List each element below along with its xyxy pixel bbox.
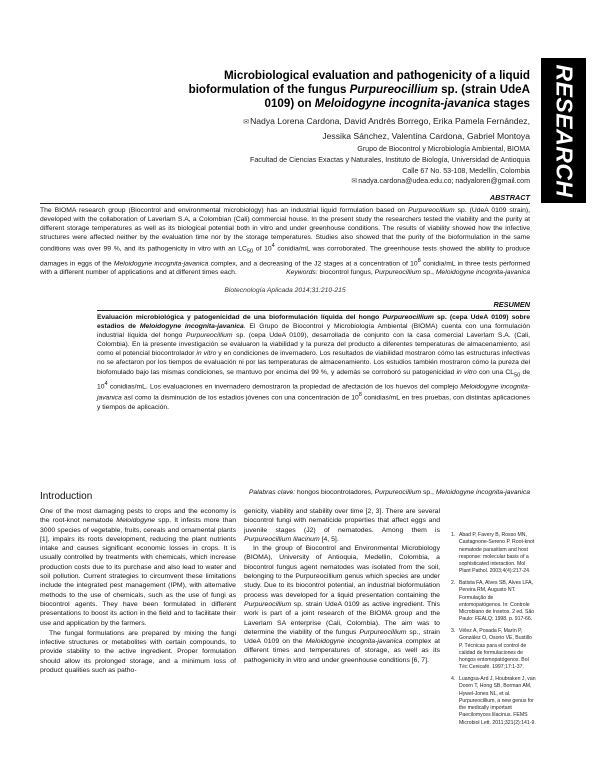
keywords-text: biocontrol fungus, (317, 269, 375, 276)
keywords-italic: Meloidogyne incognita-javanica (435, 269, 530, 276)
affiliation-address: Calle 67 No. 53-108, Medellín, Colombia (402, 166, 530, 175)
body-italic: Meloidogyne (116, 517, 156, 525)
affiliation-faculty: Facultad de Ciencias Exactas y Naturales, Instituto de Biología, Universidad de Antioquia (250, 155, 530, 164)
resumen-text: con una CL (476, 368, 515, 376)
resumen-subscript: 50 (514, 371, 521, 378)
reference-number: 3. (451, 627, 456, 634)
resumen-text: conidias/mL. Los evaluaciones en invernadero demostraron la propiedad de afectación de los huevos del complejo (107, 383, 461, 391)
resumen-title: Evaluación microbiológica y patogenicidad de una bioformulación líquida del hongo (97, 314, 383, 321)
keywords-text: sp., (421, 269, 436, 276)
resumen-italic: in vitro (196, 350, 217, 358)
keywords-italic: Purpureocillium (374, 269, 422, 276)
resumen-heading: RESUMEN (97, 300, 530, 311)
resumen-text: así como la disminución de los estadios jóvenes con una concentración de 10 (121, 394, 359, 402)
reference-text: Luangsa-Ard J, Houbraken J, van Doorn T, Hong SB, Borman AM, Hywel-Jones NL, et al. Purpureocillium, a new genus for the medically important Paecilomyces lilacinus. FEMS Microbiol Lett. 2011;321(2):141-9. (459, 675, 536, 726)
title-italic-genus: Purpureocillium (349, 83, 438, 96)
body-text: genicity, viability and stability over time [2, 3]. There are several biocontrol fungi with nematicide properties that affect eggs and juvenile stages (J2) of nematodes. Among them is (244, 508, 440, 534)
title-text: sp. (strain UdeA (437, 83, 530, 96)
research-tab-label: RESEARCH (551, 63, 577, 198)
resumen-text: de 10 (97, 368, 530, 391)
title-italic-species: Meloidogyne incognita-javanica (314, 97, 491, 110)
body-text: complex at different times and temperatures of storage, as well as its pathogenicity in vitro and under greenhouse conditions [6, 7]. (244, 638, 440, 664)
reference-number: 1. (451, 532, 456, 538)
authors-line-1 (70, 115, 530, 130)
authors-text: Nadya Lorena Cardona, David Andrés Borrego, Erika Pamela Fernández, (250, 116, 530, 126)
resumen-italic: Purpureocillium (186, 332, 233, 340)
reference-item (451, 628, 537, 672)
resumen-title-italic: Purpureocillium (382, 314, 434, 321)
intro-paragraph-1 (40, 507, 236, 628)
reference-text: Vélez A, Posada F, Marín P, González O, Osorio VE, Bustillo P. Técnicas para el control de calidad de formulaciones de hongos entomopatógenos. Bol Téc Cenicafé. 1997;17:1-37. (459, 627, 532, 671)
palabras-text: sp., (421, 489, 436, 496)
body-text: sp., strain UdeA 0109 on the (244, 628, 440, 646)
body-text: One of the most damaging pests to crops and the economy is the root-knot nematode (40, 508, 236, 525)
abstract-text: of 10 (253, 245, 272, 253)
keywords-label: Keywords: (286, 269, 318, 276)
body-italic: Purpureocillium (244, 600, 292, 608)
affiliation-email (150, 176, 530, 188)
authors-line-2: Jessika Sánchez, Valentina Cardona, Gabriel Montoya (322, 130, 530, 141)
resumen-italic: in vitro (456, 368, 477, 376)
abstract-keywords (40, 268, 530, 277)
abstract-subscript: 50 (246, 248, 254, 255)
palabras-text: hongos biocontroladores, (295, 489, 375, 496)
article-title (40, 69, 530, 111)
abstract-text: The BIOMA research group (Biocontrol and environmental microbiology) has an industrial liquid formulation based on (40, 207, 409, 214)
intro-paragraph-2: The fungal formulations are prepared by mixing the fungi infective structures or metabolites with certain compounds, to provide stability to the active ingredient. Proper formulation should allow its prolonged storage, and a minimum loss of product qualities such as patho- (40, 629, 236, 675)
resumen-text: . El Grupo de Biocontrol y Microbiología Ambiental (BIOMA) cuenta con una formulación industrial líquida del hongo (97, 323, 530, 340)
abstract-text: conidia/mL in three tests performed with a different number of applications and at different times each. (40, 260, 530, 277)
resumen-text: sp. (cepa UdeA 0109), desarrollada de conjunto con la casa comercial Laverlam S.A. (Cali, Colombia). En la presente investigación se evaluaron la viabilidad y la pureza del producto a diferentes temperaturas de almacenamiento, así como el potencial biocontrolador (97, 332, 530, 358)
abstract-text: sp. (UdeA 0109 strain), developed with the collaboration of Laverlam S.A, a Colombian (Cali) commercial house. In the present study the researchers tested the viability and the purity at different storage temperatures as well as its biological potential both in vitro and under greenhouse conditions. The results of viability showed how the infective structures were affected neither by the evaluation time nor by the storage temperatures. Studies also showed that the purity of the bioformulation in the same conditions was over 99 %, and its pathogenicity in vitro with an LC (40, 207, 531, 253)
resumen-title-italic: Meloidogyne incognita-javanica (139, 323, 244, 331)
reference-number: 2. (451, 579, 456, 586)
title-text: bioformulation of the fungus (188, 83, 350, 96)
resumen-title: sp. (cepa UdeA 0109) sobre estadios de (97, 314, 530, 331)
resumen-text: y en condiciones de invernadero. Los resultados de viabilidad mostraron cómo las estructuras infectivas no se afectaron por los tiempos de evaluación ni por las temperaturas de almacenamiento. Los estudios también mostraron cómo la pureza del biofomulado bajo las mismas condiciones, se mantuvo por encima del 99 %, y además se corroboró su patogenicidad (97, 350, 530, 376)
affiliation-group: Grupo de Biocontrol y Microbiología Ambiental, BIOMA (357, 145, 530, 153)
abstract-text: complex, and a decreasing of the J2 stages at a concentration of 10 (208, 260, 418, 268)
title-text: 0109) on (264, 97, 315, 110)
author-list (70, 115, 530, 142)
affiliation-block (150, 144, 530, 188)
reference-item (451, 580, 537, 624)
resumen-text: conidias/mL en tres pruebas, con distintas aplicaciones y tiempos de aplicación. (97, 394, 530, 411)
abstract-italic: Meloidogyne incognita-javanica (113, 260, 209, 268)
abstract-superscript: 4 (271, 243, 275, 250)
resumen-italic: Meloidogyne incognita-javanica (97, 383, 531, 402)
resumen-keywords (97, 488, 530, 497)
palabras-italic: Meloidogyne incognita-javanica (435, 489, 530, 496)
body-italic: Purpureocillium (359, 628, 407, 636)
body-italic: Meloidogyne incognita-javanica (305, 638, 403, 646)
abstract-superscript: 8 (417, 258, 421, 265)
envelope-icon: ✉ (243, 119, 250, 126)
reference-item (451, 676, 537, 727)
abstract-heading: ABSTRACT (40, 193, 530, 204)
references-sidebar (451, 532, 537, 731)
title-line-1: Microbiological evaluation and pathogenicity of a liquid (224, 69, 530, 82)
body-text: In the group of Biocontrol and Environmental Microbiology (BIOMA), University of Antioquia, Medellin, Colombia, a biocontrol fungus agent nematodes was isolated from the soil, belonging to the Purpureocillium genus which species are under study. Due to its biocontrol potential, an industrial bioformulation process was developed for a liquid presentation containing the (244, 545, 440, 599)
resumen-superscript: 8 (358, 392, 362, 399)
journal-citation: Biotecnología Aplicada 2014;31:210-215 (224, 287, 346, 294)
envelope-icon: ✉ (351, 178, 358, 186)
resumen-body (97, 313, 530, 412)
resumen-superscript: 4 (104, 381, 108, 387)
palabras-italic: Purpureocillium (374, 489, 422, 496)
reference-number: 4. (451, 675, 456, 682)
abstract-body (40, 206, 530, 278)
reference-text: Batista FA, Alves SB, Alves LFA, Pereira RM, Augusto NT. Formulação de entomopatógenos. In: Controle Microbiano de Insetos. 2 ed. São Paulo: FEALQ; 1998. p. 917-66. (459, 579, 535, 623)
intro-paragraph-3 (244, 507, 440, 544)
body-text: sp. strain UdeA 0109 as active ingredient. This work is part of a joint research of the BIOMA group and the Laverlam SA enterprise (Cali, Colombia). The aim was to determine the viability of the fungus (244, 600, 440, 636)
research-section-tab (541, 58, 586, 203)
body-text: [4, 5]. (319, 535, 339, 543)
abstract-italic: Purpureocillium (408, 207, 455, 214)
body-column-2 (244, 507, 440, 665)
introduction-heading: Introduction (40, 491, 93, 502)
reference-item (451, 532, 537, 576)
intro-paragraph-4 (244, 544, 440, 665)
abstract-text: conidia/mL was corroborated. The greenhouse tests showed the ability to produce damages in eggs of the (40, 245, 531, 268)
body-italic: Purpureocillium lilacinum (244, 535, 320, 543)
body-column-1 (40, 507, 236, 676)
body-text: spp. It infests more than 3000 species of vegetable, fruits, cereals and ornamental plants [1], impairs its roots development, reducing the plant nutrients intake and causes significant economic losses in crops. It is usually controlled by treatments with chemicals, which increase production costs due to its purchase and also lead to water and soil pollution. Current strategies to circumvent these limitations include the integrated pest management (IPM), with alternative methods to the use of chemicals, such as the use of fungi as biocontrol agents. They have been formulated in different presentations to boost its action in the field and to facilitate their use and application by the farmers. (40, 517, 237, 627)
title-text: stages (490, 97, 530, 110)
palabras-label: Palabras clave: (248, 489, 296, 496)
title-line-3 (40, 97, 530, 111)
reference-text: Abad P, Favery B, Rosso MN, Castagnone-Sereno P. Root-knot nematode parasitism and host response: molecular basis of a sophisticated interaction. Mol Plant Pathol. 2003;4(4):217-24. (459, 532, 535, 575)
email-link[interactable]: nadya.cardona@udea.edu.co; nadyaloren@gmail.com (358, 177, 530, 186)
title-line-2 (40, 83, 530, 97)
